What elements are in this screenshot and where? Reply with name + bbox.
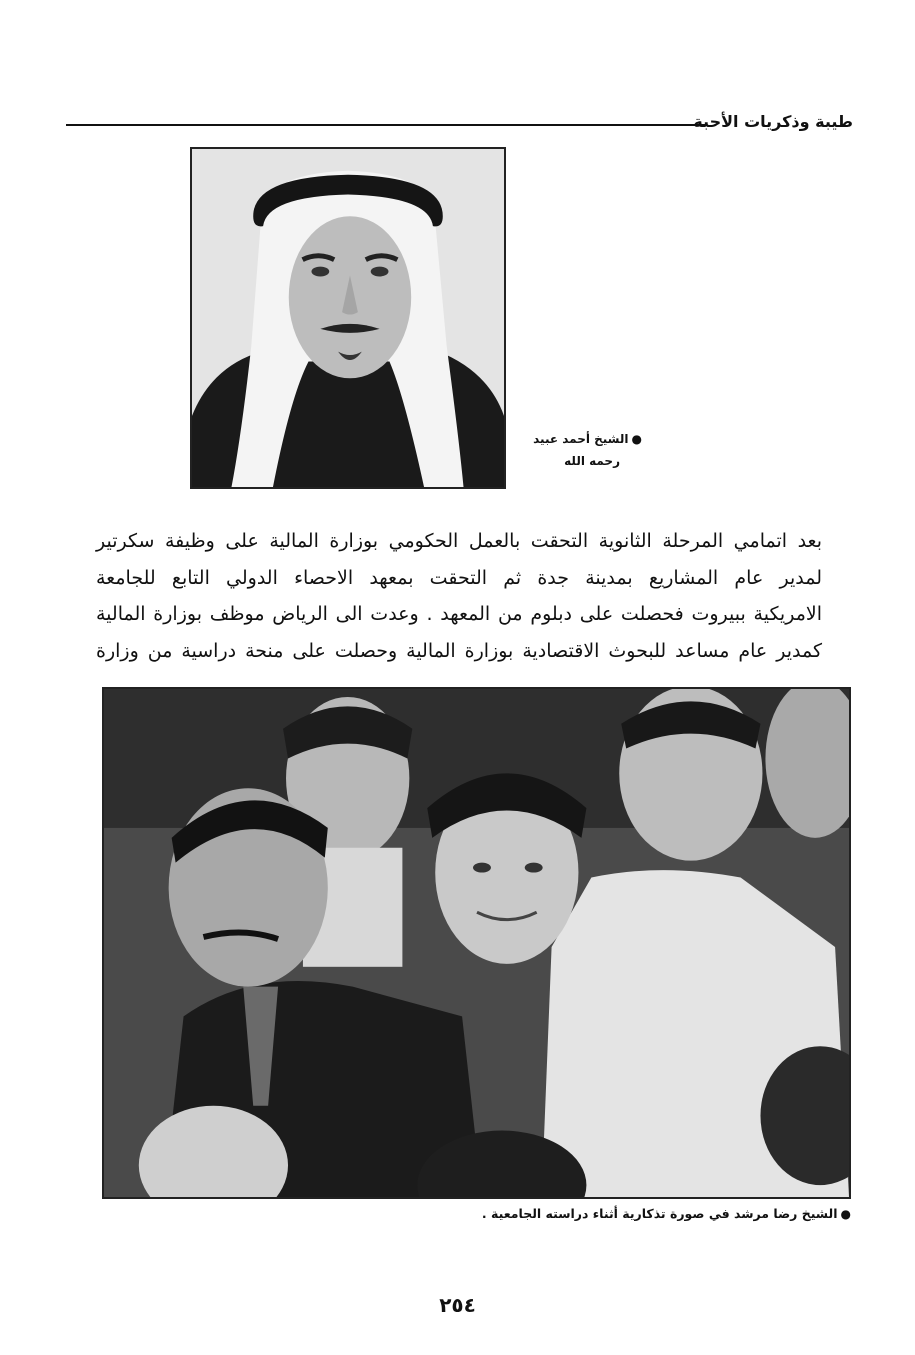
body-line: الامريكية ببيروت فحصلت على دبلوم من المعهد . وعدت الى الرياض موظف بوزارة المالية <box>96 603 822 625</box>
group-photo-caption: ●الشيخ رضا مرشد في صورة تذكارية أثناء دراسته الجامعية . <box>481 1206 851 1221</box>
bullet-icon: ● <box>840 1207 851 1221</box>
body-line: كمدير عام مساعد للبحوث الاقتصادية بوزارة المالية وحصلت على منحة دراسية من وزارة <box>96 639 822 662</box>
portrait-caption <box>514 428 642 472</box>
group-photo <box>102 687 851 1199</box>
body-line: لمدير عام المشاريع بمدينة جدة ثم التحقت بمعهد الاحصاء الدولي التابع للجامعة <box>96 566 822 589</box>
body-line: بعد اتمامي المرحلة الثانوية التحقت بالعمل الحكومي بوزارة المالية على وظيفة سكرتير <box>96 530 822 552</box>
page-number: ٢٥٤ <box>439 1293 476 1317</box>
portrait-caption-line2: رحمه الله <box>564 454 620 468</box>
portrait-caption-line1: ●الشيخ أحمد عبيد <box>533 432 642 446</box>
bullet-icon: ● <box>631 432 642 446</box>
portrait-photo <box>190 147 506 489</box>
body-paragraph <box>96 523 822 669</box>
header-rule <box>66 124 706 126</box>
running-header-title: طيبة وذكريات الأحبة <box>693 112 853 131</box>
